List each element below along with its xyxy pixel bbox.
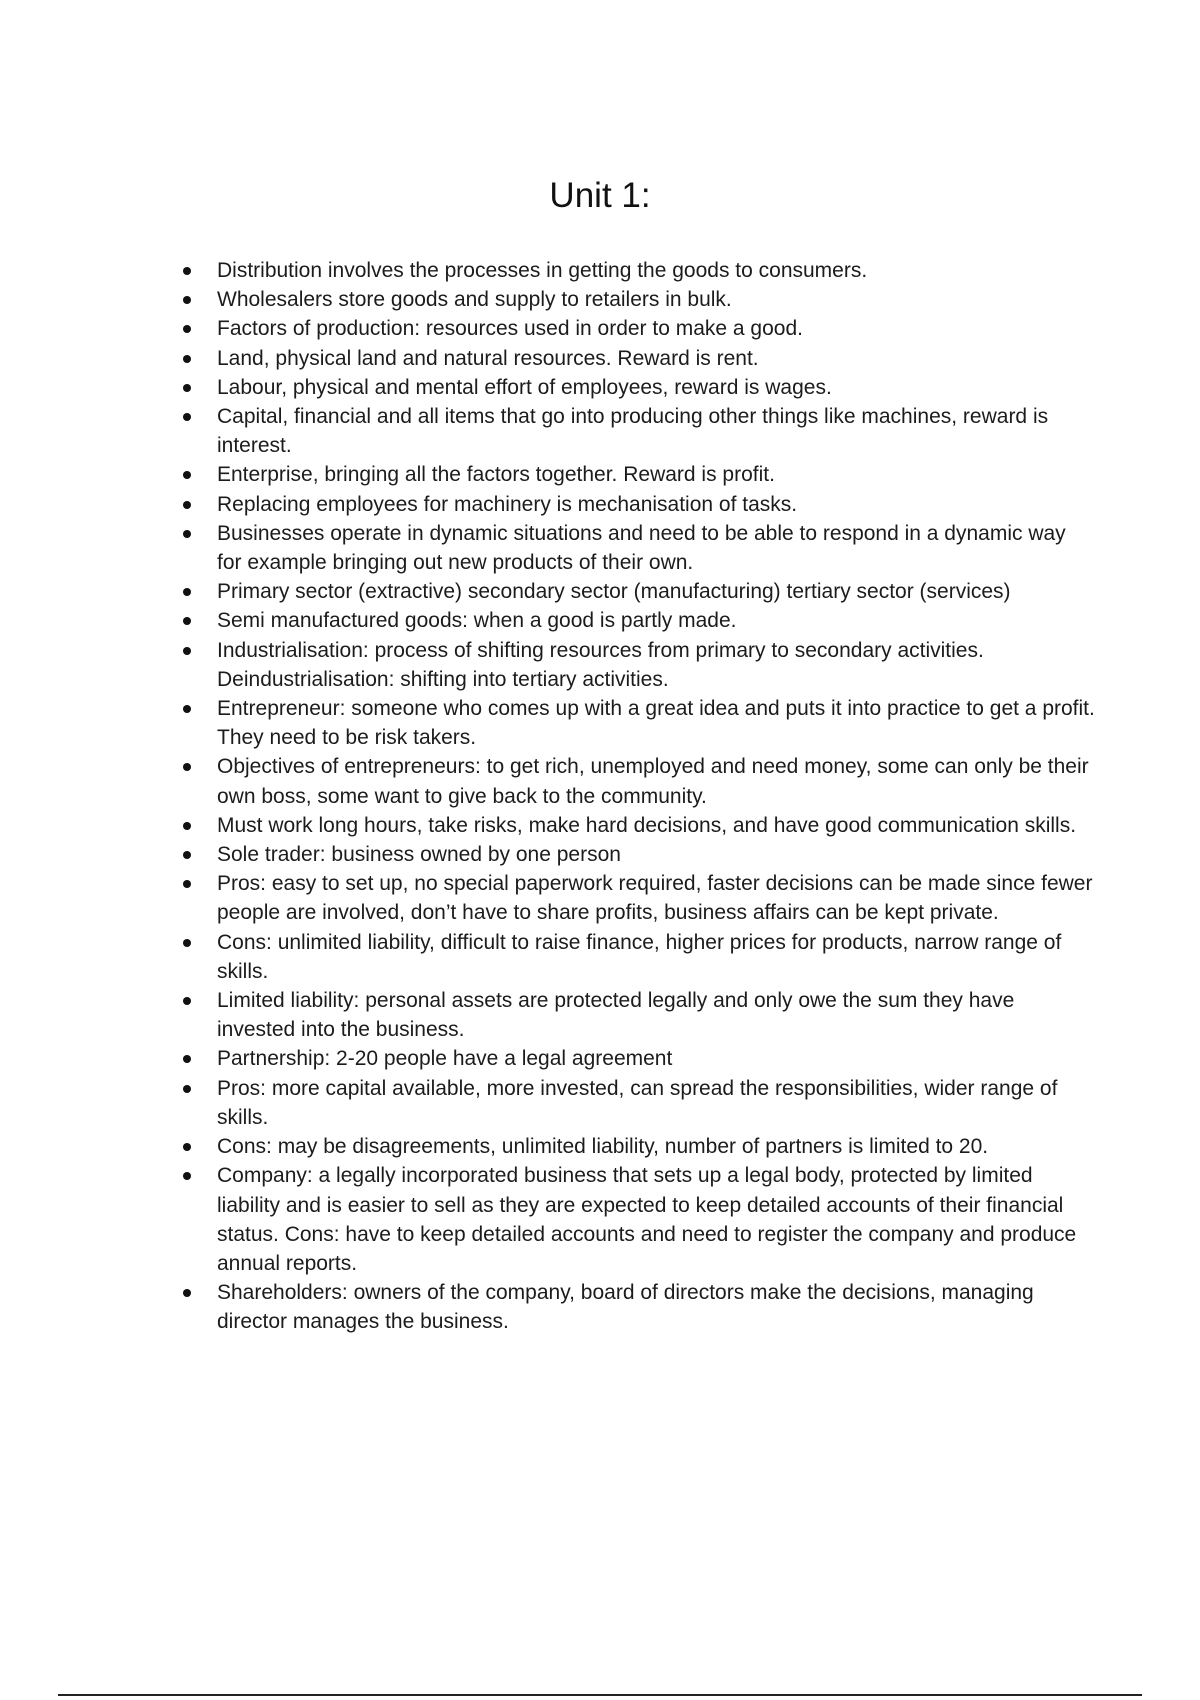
list-item-text: Cons: unlimited liability, difficult to raise finance, higher prices for products, narrow range of skills. (217, 930, 1062, 983)
bullet-icon (183, 997, 191, 1005)
list-item (175, 840, 1095, 869)
notes-list (175, 256, 1095, 1337)
bullet-icon (183, 880, 191, 888)
list-item (175, 1074, 1095, 1132)
bullet-icon (183, 763, 191, 771)
list-item-text: Businesses operate in dynamic situations and need to be able to respond in a dynamic way for example bringing out new products of their own. (217, 521, 1066, 575)
list-item (175, 694, 1095, 752)
list-item-text: Semi manufactured goods: when a good is partly made. (217, 609, 737, 633)
list-item-text: Capital, financial and all items that go into producing other things like machines, reward is interest. (217, 405, 1049, 458)
list-item (175, 577, 1095, 606)
list-item (175, 1044, 1095, 1073)
list-item (175, 314, 1095, 343)
list-item-text: Partnership: 2-20 people have a legal agreement (217, 1047, 673, 1071)
list-item-text: Pros: more capital available, more invested, can spread the responsibilities, wider range of skills. (217, 1076, 1058, 1129)
bullet-icon (183, 588, 191, 596)
bullet-icon (183, 471, 191, 479)
list-item-text: Limited liability: personal assets are protected legally and only owe the sum they have invested into the business. (217, 989, 1015, 1042)
list-item (175, 811, 1095, 840)
list-item-text: Industrialisation: process of shifting resources from primary to secondary activities. Deindustrialisation: shifting into tertiary activities. (217, 638, 984, 691)
list-item-text: Enterprise, bringing all the factors together. Reward is profit. (217, 463, 775, 487)
list-item-text: Pros: easy to set up, no special paperwork required, faster decisions can be made since fewer people are involved, don’t have to share profits, business affairs can be kept private. (217, 872, 1093, 925)
list-item (175, 606, 1095, 635)
list-item-text: Replacing employees for machinery is mechanisation of tasks. (217, 492, 798, 516)
bullet-icon (183, 296, 191, 304)
bullet-icon (183, 267, 191, 275)
list-item-text: Land, physical land and natural resources. Reward is rent. (217, 346, 759, 370)
list-item (175, 928, 1095, 986)
list-item (175, 1132, 1095, 1161)
bullet-icon (183, 647, 191, 655)
footer-divider (58, 1694, 1142, 1696)
list-item (175, 519, 1095, 577)
bullet-icon (183, 1055, 191, 1063)
list-item (175, 256, 1095, 285)
list-item (175, 373, 1095, 402)
list-item (175, 986, 1095, 1044)
list-item (175, 344, 1095, 373)
list-item (175, 1161, 1095, 1278)
bullet-icon (183, 530, 191, 538)
bullet-icon (183, 355, 191, 363)
list-item-text: Objectives of entrepreneurs: to get rich, unemployed and need money, some can only be their own boss, some want to give back to the community. (217, 755, 1089, 808)
bullet-icon (183, 1172, 191, 1180)
list-item (175, 285, 1095, 314)
list-item (175, 752, 1095, 810)
bullet-icon (183, 1143, 191, 1151)
bullet-icon (183, 705, 191, 713)
list-item-text: Entrepreneur: someone who comes up with a great idea and puts it into practice to get a profit. They need to be risk takers. (217, 697, 1095, 750)
bullet-icon (183, 617, 191, 625)
list-item-text: Cons: may be disagreements, unlimited liability, number of partners is limited to 20. (217, 1135, 989, 1159)
bullet-icon (183, 384, 191, 392)
list-item-text: Shareholders: owners of the company, board of directors make the decisions, managing director manages the business. (217, 1281, 1034, 1334)
list-item-text: Wholesalers store goods and supply to retailers in bulk. (217, 288, 732, 312)
list-item (175, 869, 1095, 927)
list-item (175, 490, 1095, 519)
list-item-text: Primary sector (extractive) secondary sector (manufacturing) tertiary sector (services) (217, 580, 1011, 604)
bullet-icon (183, 325, 191, 333)
list-item-text: Company: a legally incorporated business that sets up a legal body, protected by limited liability and is easier to sell as they are expected to keep detailed accounts of their financial status. Cons: have to keep detailed accounts and need to register the company and produce annual reports. (217, 1164, 1077, 1275)
list-item (175, 460, 1095, 489)
list-item (175, 1278, 1095, 1336)
page-title: Unit 1: (549, 176, 651, 215)
bullet-icon (183, 822, 191, 830)
bullet-icon (183, 939, 191, 947)
bullet-icon (183, 851, 191, 859)
bullet-icon (183, 1085, 191, 1093)
list-item-text: Factors of production: resources used in order to make a good. (217, 317, 803, 341)
list-item-text: Sole trader: business owned by one person (217, 843, 621, 867)
list-item (175, 402, 1095, 460)
list-item-text: Must work long hours, take risks, make hard decisions, and have good communication skills. (217, 813, 1077, 837)
list-item-text: Distribution involves the processes in getting the goods to consumers. (217, 259, 868, 282)
bullet-icon (183, 501, 191, 509)
bullet-icon (183, 413, 191, 421)
list-item-text: Labour, physical and mental effort of employees, reward is wages. (217, 375, 832, 399)
bullet-icon (183, 1289, 191, 1297)
list-item (175, 636, 1095, 694)
